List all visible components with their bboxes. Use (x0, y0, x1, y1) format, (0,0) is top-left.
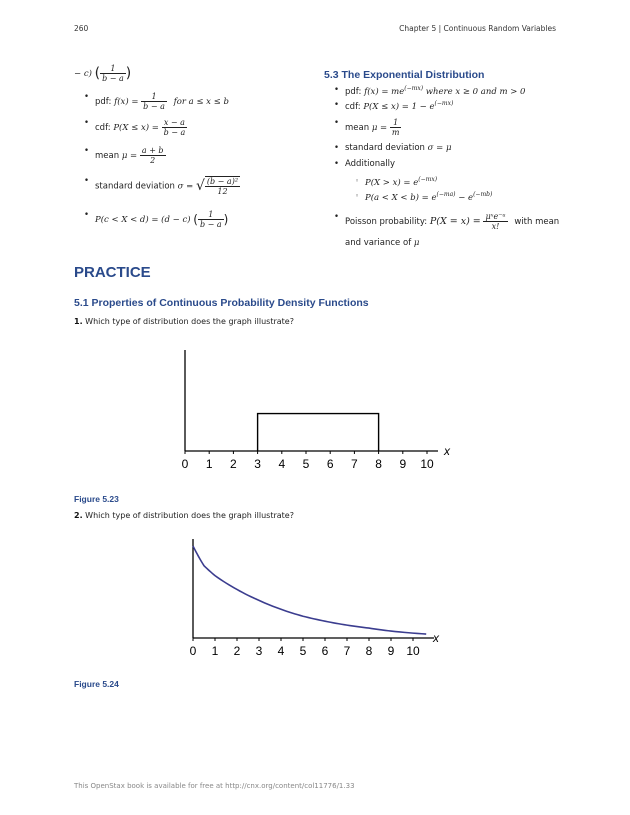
x-tick-label: 0 (189, 644, 197, 658)
practice-heading: PRACTICE (74, 264, 151, 281)
exponential-chart (180, 536, 455, 666)
x-tick-label: 0 (181, 457, 189, 471)
additionally-label: • Additionally (345, 159, 395, 169)
exp-mean: • mean μ = $\frac{1}{m}$ (345, 118, 401, 137)
uniform-chart (170, 345, 460, 475)
cont-prefix: − c) (74, 69, 92, 79)
poisson-prob: • Poisson probability: P(X = x) = $\frac{\text{μˣe⁻ᵘ}}{x!}$ with mean (345, 212, 559, 231)
x-tick-label: 9 (387, 644, 395, 658)
uniform-cdf: • cdf: P(X ≤ x) = $\frac{x - a}{b - a}$ (95, 118, 187, 137)
exp-sd: • standard deviation σ = μ (345, 143, 451, 153)
x-tick-label: 8 (365, 644, 373, 658)
x-tick-label: 3 (255, 644, 263, 658)
exp-interval: ◦ $P(a < X < b) = e^{(-ma)} - e^{(-mb)}$ (365, 191, 492, 203)
x-tick-label: 2 (230, 457, 237, 471)
x-tick-label: 4 (277, 644, 285, 658)
footer-text: This OpenStax book is available for free at http://cnx.org/content/col11776/1.33 (74, 782, 355, 790)
x-tick-label: 7 (351, 457, 358, 471)
exponential-section-title: 5.3 The Exponential Distribution (324, 69, 485, 81)
x-tick-label: 7 (343, 644, 351, 658)
x-tick-label: 10 (420, 457, 434, 471)
question-2: 2. Which type of distribution does the graph illustrate? (74, 511, 294, 520)
x-tick-label: 4 (278, 457, 286, 471)
poisson-variance: and variance of μ (345, 238, 420, 248)
cont-fraction: $\frac{1}{b - a}$ (102, 64, 124, 83)
question-1: 1. Which type of distribution does the graph illustrate? (74, 317, 294, 326)
x-tick-label: 10 (406, 644, 420, 658)
x-tick-label: 2 (233, 644, 241, 658)
x-tick-label: 1 (205, 457, 213, 471)
x-tick-label: 6 (326, 457, 334, 471)
exp-survival: ◦ $P(X > x) = e^{(-mx)}$ (365, 176, 437, 188)
x-tick-label: 3 (254, 457, 261, 471)
x-tick-label: 8 (375, 457, 382, 471)
formula-continuation: − c) ( $\frac{1}{b - a}$ ) (74, 64, 132, 83)
exp-cdf: • cdf: $P(X \le x) = 1 - e^{(-mx)}$ (345, 100, 453, 112)
uniform-pdf: • pdf: f(x) = $\frac{1}{b - a}$ for a ≤ x ≤ b (95, 92, 229, 111)
chapter-title: Chapter 5 | Continuous Random Variables (399, 24, 556, 33)
figure-5-24-caption: Figure 5.24 (74, 679, 119, 689)
uniform-prob: • P(c < X < d) = (d − c) ( $\frac{1}{b - a}$ ) (95, 210, 228, 229)
uniform-density-line (258, 414, 379, 451)
uniform-sd: • standard deviation σ = √ $\frac{\text{(b − a)²}}{12}$ (95, 176, 240, 196)
x-tick-label: 6 (321, 644, 329, 658)
x-tick-label: 5 (302, 457, 310, 471)
exponential-density-curve (193, 546, 426, 634)
x-axis-label: x (444, 444, 450, 458)
practice-section-title: 5.1 Properties of Continuous Probability Density Functions (74, 297, 369, 309)
x-axis-label: x (433, 631, 439, 645)
x-tick-label: 9 (399, 457, 407, 471)
exp-pdf: • pdf: $f(x) = me^{(-mx)}$ where x ≥ 0 and m > 0 (345, 85, 525, 97)
x-tick-label: 1 (211, 644, 219, 658)
uniform-mean: • mean μ = $\frac{a + b}{2}$ (95, 146, 166, 165)
x-tick-label: 5 (299, 644, 307, 658)
page-number: 260 (74, 24, 89, 33)
figure-5-23-caption: Figure 5.23 (74, 494, 119, 504)
